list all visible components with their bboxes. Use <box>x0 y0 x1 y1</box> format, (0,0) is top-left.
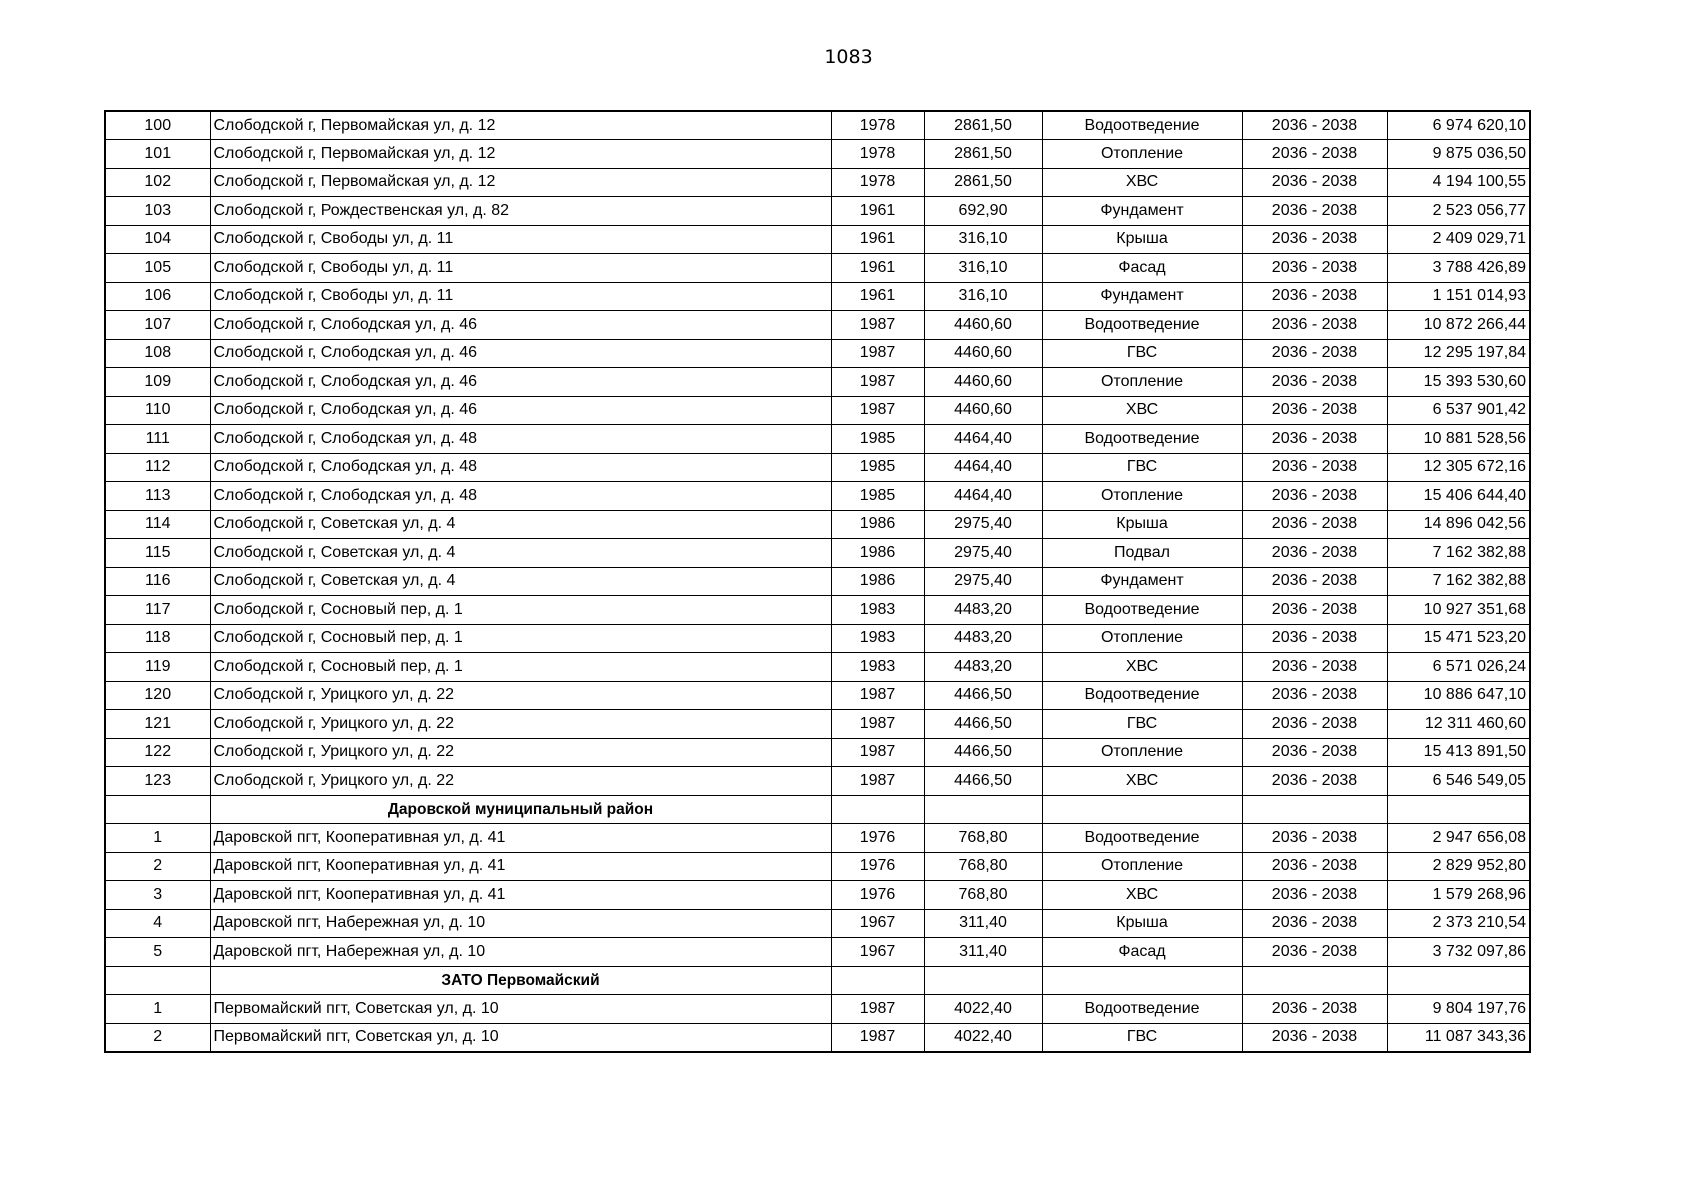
empty-cell <box>1242 966 1387 995</box>
work-type-cell: ГВС <box>1042 1023 1242 1052</box>
table-row <box>105 197 1530 226</box>
row-number: 103 <box>105 197 210 226</box>
table-row <box>105 738 1530 767</box>
year-built-cell: 1961 <box>831 254 924 283</box>
table-row <box>105 282 1530 311</box>
cost-cell: 4 194 100,55 <box>1387 168 1530 197</box>
row-number: 118 <box>105 624 210 653</box>
table-row <box>105 396 1530 425</box>
cost-cell: 2 947 656,08 <box>1387 824 1530 853</box>
year-built-cell: 1976 <box>831 852 924 881</box>
table-row <box>105 1023 1530 1052</box>
address-cell: Даровской пгт, Кооперативная ул, д. 41 <box>210 824 831 853</box>
address-cell: Слободской г, Первомайская ул, д. 12 <box>210 111 831 140</box>
year-built-cell: 1983 <box>831 596 924 625</box>
period-cell: 2036 - 2038 <box>1242 339 1387 368</box>
cost-cell: 12 295 197,84 <box>1387 339 1530 368</box>
period-cell: 2036 - 2038 <box>1242 738 1387 767</box>
period-cell: 2036 - 2038 <box>1242 995 1387 1024</box>
period-cell: 2036 - 2038 <box>1242 368 1387 397</box>
table-row <box>105 852 1530 881</box>
period-cell: 2036 - 2038 <box>1242 1023 1387 1052</box>
row-number: 115 <box>105 539 210 568</box>
table-row <box>105 681 1530 710</box>
address-cell: Первомайский пгт, Советская ул, д. 10 <box>210 995 831 1024</box>
table-row <box>105 567 1530 596</box>
work-type-cell: ХВС <box>1042 767 1242 796</box>
cost-cell: 7 162 382,88 <box>1387 539 1530 568</box>
empty-cell <box>1042 795 1242 824</box>
address-cell: Слободской г, Урицкого ул, д. 22 <box>210 738 831 767</box>
cost-cell: 15 406 644,40 <box>1387 482 1530 511</box>
period-cell: 2036 - 2038 <box>1242 824 1387 853</box>
period-cell: 2036 - 2038 <box>1242 282 1387 311</box>
page-number: 1083 <box>824 46 873 68</box>
area-cell: 316,10 <box>924 254 1042 283</box>
cost-cell: 14 896 042,56 <box>1387 510 1530 539</box>
row-number: 101 <box>105 140 210 169</box>
table-row <box>105 909 1530 938</box>
area-cell: 4466,50 <box>924 681 1042 710</box>
empty-cell <box>1042 966 1242 995</box>
area-cell: 4022,40 <box>924 1023 1042 1052</box>
work-type-cell: Отопление <box>1042 624 1242 653</box>
address-cell: Слободской г, Слободская ул, д. 48 <box>210 482 831 511</box>
area-cell: 768,80 <box>924 824 1042 853</box>
year-built-cell: 1961 <box>831 282 924 311</box>
year-built-cell: 1985 <box>831 482 924 511</box>
cost-cell: 9 875 036,50 <box>1387 140 1530 169</box>
period-cell: 2036 - 2038 <box>1242 852 1387 881</box>
work-type-cell: Отопление <box>1042 852 1242 881</box>
row-number: 106 <box>105 282 210 311</box>
period-cell: 2036 - 2038 <box>1242 453 1387 482</box>
work-type-cell: Водоотведение <box>1042 681 1242 710</box>
area-cell: 4464,40 <box>924 482 1042 511</box>
empty-cell <box>924 966 1042 995</box>
year-built-cell: 1961 <box>831 225 924 254</box>
work-type-cell: Фундамент <box>1042 567 1242 596</box>
area-cell: 768,80 <box>924 881 1042 910</box>
cost-cell: 1 151 014,93 <box>1387 282 1530 311</box>
area-cell: 316,10 <box>924 282 1042 311</box>
table-row <box>105 624 1530 653</box>
row-number: 108 <box>105 339 210 368</box>
year-built-cell: 1978 <box>831 111 924 140</box>
area-cell: 4460,60 <box>924 311 1042 340</box>
area-cell: 311,40 <box>924 909 1042 938</box>
year-built-cell: 1978 <box>831 168 924 197</box>
address-cell: Слободской г, Свободы ул, д. 11 <box>210 282 831 311</box>
cost-cell: 10 881 528,56 <box>1387 425 1530 454</box>
row-number: 102 <box>105 168 210 197</box>
table-row <box>105 254 1530 283</box>
section-title: Даровской муниципальный район <box>210 795 831 824</box>
table-row <box>105 596 1530 625</box>
work-type-cell: Отопление <box>1042 738 1242 767</box>
cost-cell: 6 546 549,05 <box>1387 767 1530 796</box>
empty-cell <box>105 795 210 824</box>
work-type-cell: Крыша <box>1042 225 1242 254</box>
work-type-cell: Водоотведение <box>1042 596 1242 625</box>
year-built-cell: 1986 <box>831 539 924 568</box>
cost-cell: 10 927 351,68 <box>1387 596 1530 625</box>
table-row <box>105 938 1530 967</box>
address-cell: Слободской г, Советская ул, д. 4 <box>210 539 831 568</box>
year-built-cell: 1987 <box>831 368 924 397</box>
area-cell: 2975,40 <box>924 567 1042 596</box>
work-type-cell: Отопление <box>1042 482 1242 511</box>
empty-cell <box>831 966 924 995</box>
table-row <box>105 653 1530 682</box>
period-cell: 2036 - 2038 <box>1242 254 1387 283</box>
year-built-cell: 1983 <box>831 624 924 653</box>
row-number: 117 <box>105 596 210 625</box>
period-cell: 2036 - 2038 <box>1242 681 1387 710</box>
work-type-cell: Фундамент <box>1042 197 1242 226</box>
area-cell: 4466,50 <box>924 767 1042 796</box>
period-cell: 2036 - 2038 <box>1242 539 1387 568</box>
year-built-cell: 1983 <box>831 653 924 682</box>
address-cell: Слободской г, Советская ул, д. 4 <box>210 510 831 539</box>
empty-cell <box>1242 795 1387 824</box>
work-type-cell: Водоотведение <box>1042 995 1242 1024</box>
area-cell: 2975,40 <box>924 510 1042 539</box>
cost-cell: 10 872 266,44 <box>1387 311 1530 340</box>
year-built-cell: 1987 <box>831 738 924 767</box>
period-cell: 2036 - 2038 <box>1242 938 1387 967</box>
area-cell: 4460,60 <box>924 368 1042 397</box>
year-built-cell: 1985 <box>831 425 924 454</box>
row-number: 2 <box>105 1023 210 1052</box>
row-number: 1 <box>105 995 210 1024</box>
table-row <box>105 339 1530 368</box>
year-built-cell: 1987 <box>831 339 924 368</box>
period-cell: 2036 - 2038 <box>1242 197 1387 226</box>
row-number: 1 <box>105 824 210 853</box>
cost-cell: 10 886 647,10 <box>1387 681 1530 710</box>
area-cell: 4464,40 <box>924 425 1042 454</box>
period-cell: 2036 - 2038 <box>1242 624 1387 653</box>
area-cell: 4466,50 <box>924 738 1042 767</box>
area-cell: 2861,50 <box>924 111 1042 140</box>
address-cell: Слободской г, Урицкого ул, д. 22 <box>210 767 831 796</box>
row-number: 120 <box>105 681 210 710</box>
address-cell: Слободской г, Слободская ул, д. 48 <box>210 425 831 454</box>
cost-cell: 12 305 672,16 <box>1387 453 1530 482</box>
row-number: 122 <box>105 738 210 767</box>
cost-cell: 15 413 891,50 <box>1387 738 1530 767</box>
work-type-cell: Крыша <box>1042 510 1242 539</box>
area-cell: 311,40 <box>924 938 1042 967</box>
repair-schedule-table <box>104 110 1531 1053</box>
year-built-cell: 1987 <box>831 995 924 1024</box>
table-row <box>105 824 1530 853</box>
period-cell: 2036 - 2038 <box>1242 396 1387 425</box>
area-cell: 4460,60 <box>924 396 1042 425</box>
address-cell: Слободской г, Сосновый пер, д. 1 <box>210 596 831 625</box>
address-cell: Слободской г, Первомайская ул, д. 12 <box>210 140 831 169</box>
cost-cell: 1 579 268,96 <box>1387 881 1530 910</box>
year-built-cell: 1985 <box>831 453 924 482</box>
row-number: 113 <box>105 482 210 511</box>
period-cell: 2036 - 2038 <box>1242 596 1387 625</box>
area-cell: 4460,60 <box>924 339 1042 368</box>
row-number: 2 <box>105 852 210 881</box>
period-cell: 2036 - 2038 <box>1242 111 1387 140</box>
year-built-cell: 1987 <box>831 710 924 739</box>
period-cell: 2036 - 2038 <box>1242 767 1387 796</box>
work-type-cell: ХВС <box>1042 396 1242 425</box>
work-type-cell: Фасад <box>1042 254 1242 283</box>
table-row <box>105 311 1530 340</box>
empty-cell <box>1387 795 1530 824</box>
cost-cell: 12 311 460,60 <box>1387 710 1530 739</box>
cost-cell: 3 788 426,89 <box>1387 254 1530 283</box>
row-number: 105 <box>105 254 210 283</box>
row-number: 4 <box>105 909 210 938</box>
year-built-cell: 1987 <box>831 311 924 340</box>
period-cell: 2036 - 2038 <box>1242 710 1387 739</box>
row-number: 121 <box>105 710 210 739</box>
area-cell: 4464,40 <box>924 453 1042 482</box>
row-number: 109 <box>105 368 210 397</box>
address-cell: Слободской г, Свободы ул, д. 11 <box>210 225 831 254</box>
area-cell: 4483,20 <box>924 596 1042 625</box>
cost-cell: 15 393 530,60 <box>1387 368 1530 397</box>
area-cell: 316,10 <box>924 225 1042 254</box>
address-cell: Даровской пгт, Набережная ул, д. 10 <box>210 938 831 967</box>
empty-cell <box>924 795 1042 824</box>
table-row <box>105 710 1530 739</box>
row-number: 104 <box>105 225 210 254</box>
area-cell: 692,90 <box>924 197 1042 226</box>
work-type-cell: ГВС <box>1042 453 1242 482</box>
work-type-cell: ХВС <box>1042 168 1242 197</box>
cost-cell: 6 571 026,24 <box>1387 653 1530 682</box>
cost-cell: 6 537 901,42 <box>1387 396 1530 425</box>
table-row <box>105 453 1530 482</box>
table-row <box>105 225 1530 254</box>
area-cell: 2861,50 <box>924 140 1042 169</box>
row-number: 116 <box>105 567 210 596</box>
table-body <box>105 111 1530 1052</box>
period-cell: 2036 - 2038 <box>1242 482 1387 511</box>
address-cell: Первомайский пгт, Советская ул, д. 10 <box>210 1023 831 1052</box>
work-type-cell: Отопление <box>1042 368 1242 397</box>
year-built-cell: 1967 <box>831 909 924 938</box>
work-type-cell: Водоотведение <box>1042 111 1242 140</box>
cost-cell: 7 162 382,88 <box>1387 567 1530 596</box>
period-cell: 2036 - 2038 <box>1242 140 1387 169</box>
address-cell: Даровской пгт, Кооперативная ул, д. 41 <box>210 881 831 910</box>
year-built-cell: 1987 <box>831 1023 924 1052</box>
table-row <box>105 767 1530 796</box>
cost-cell: 2 373 210,54 <box>1387 909 1530 938</box>
table-row <box>105 539 1530 568</box>
area-cell: 4022,40 <box>924 995 1042 1024</box>
cost-cell: 2 829 952,80 <box>1387 852 1530 881</box>
address-cell: Слободской г, Слободская ул, д. 46 <box>210 368 831 397</box>
work-type-cell: ГВС <box>1042 339 1242 368</box>
row-number: 5 <box>105 938 210 967</box>
row-number: 107 <box>105 311 210 340</box>
address-cell: Слободской г, Слободская ул, д. 48 <box>210 453 831 482</box>
section-header-row <box>105 795 1530 824</box>
row-number: 112 <box>105 453 210 482</box>
year-built-cell: 1967 <box>831 938 924 967</box>
area-cell: 4466,50 <box>924 710 1042 739</box>
empty-cell <box>1387 966 1530 995</box>
row-number: 3 <box>105 881 210 910</box>
cost-cell: 2 409 029,71 <box>1387 225 1530 254</box>
address-cell: Слободской г, Урицкого ул, д. 22 <box>210 710 831 739</box>
year-built-cell: 1961 <box>831 197 924 226</box>
work-type-cell: Отопление <box>1042 140 1242 169</box>
work-type-cell: ГВС <box>1042 710 1242 739</box>
period-cell: 2036 - 2038 <box>1242 881 1387 910</box>
section-title: ЗАТО Первомайский <box>210 966 831 995</box>
area-cell: 4483,20 <box>924 624 1042 653</box>
address-cell: Слободской г, Свободы ул, д. 11 <box>210 254 831 283</box>
period-cell: 2036 - 2038 <box>1242 425 1387 454</box>
year-built-cell: 1987 <box>831 396 924 425</box>
row-number: 111 <box>105 425 210 454</box>
work-type-cell: Крыша <box>1042 909 1242 938</box>
table-row <box>105 482 1530 511</box>
period-cell: 2036 - 2038 <box>1242 909 1387 938</box>
table-row <box>105 425 1530 454</box>
work-type-cell: Фасад <box>1042 938 1242 967</box>
address-cell: Слободской г, Слободская ул, д. 46 <box>210 396 831 425</box>
cost-cell: 15 471 523,20 <box>1387 624 1530 653</box>
period-cell: 2036 - 2038 <box>1242 311 1387 340</box>
period-cell: 2036 - 2038 <box>1242 168 1387 197</box>
cost-cell: 6 974 620,10 <box>1387 111 1530 140</box>
work-type-cell: Подвал <box>1042 539 1242 568</box>
year-built-cell: 1986 <box>831 567 924 596</box>
row-number: 110 <box>105 396 210 425</box>
address-cell: Слободской г, Сосновый пер, д. 1 <box>210 624 831 653</box>
period-cell: 2036 - 2038 <box>1242 567 1387 596</box>
row-number: 123 <box>105 767 210 796</box>
cost-cell: 2 523 056,77 <box>1387 197 1530 226</box>
area-cell: 2861,50 <box>924 168 1042 197</box>
table-row <box>105 510 1530 539</box>
section-header-row <box>105 966 1530 995</box>
table-row <box>105 168 1530 197</box>
area-cell: 768,80 <box>924 852 1042 881</box>
table-row <box>105 995 1530 1024</box>
year-built-cell: 1986 <box>831 510 924 539</box>
address-cell: Слободской г, Советская ул, д. 4 <box>210 567 831 596</box>
empty-cell <box>831 795 924 824</box>
area-cell: 2975,40 <box>924 539 1042 568</box>
area-cell: 4483,20 <box>924 653 1042 682</box>
work-type-cell: ХВС <box>1042 881 1242 910</box>
address-cell: Слободской г, Первомайская ул, д. 12 <box>210 168 831 197</box>
table-row <box>105 881 1530 910</box>
row-number: 119 <box>105 653 210 682</box>
cost-cell: 3 732 097,86 <box>1387 938 1530 967</box>
row-number: 100 <box>105 111 210 140</box>
work-type-cell: Водоотведение <box>1042 311 1242 340</box>
address-cell: Даровской пгт, Набережная ул, д. 10 <box>210 909 831 938</box>
period-cell: 2036 - 2038 <box>1242 510 1387 539</box>
work-type-cell: ХВС <box>1042 653 1242 682</box>
year-built-cell: 1987 <box>831 681 924 710</box>
address-cell: Слободской г, Слободская ул, д. 46 <box>210 311 831 340</box>
table-row <box>105 140 1530 169</box>
cost-cell: 9 804 197,76 <box>1387 995 1530 1024</box>
period-cell: 2036 - 2038 <box>1242 225 1387 254</box>
year-built-cell: 1978 <box>831 140 924 169</box>
work-type-cell: Фундамент <box>1042 282 1242 311</box>
work-type-cell: Водоотведение <box>1042 824 1242 853</box>
work-type-cell: Водоотведение <box>1042 425 1242 454</box>
address-cell: Слободской г, Слободская ул, д. 46 <box>210 339 831 368</box>
row-number: 114 <box>105 510 210 539</box>
address-cell: Слободской г, Рождественская ул, д. 82 <box>210 197 831 226</box>
table-row <box>105 368 1530 397</box>
table-row <box>105 111 1530 140</box>
cost-cell: 11 087 343,36 <box>1387 1023 1530 1052</box>
address-cell: Слободской г, Сосновый пер, д. 1 <box>210 653 831 682</box>
address-cell: Слободской г, Урицкого ул, д. 22 <box>210 681 831 710</box>
period-cell: 2036 - 2038 <box>1242 653 1387 682</box>
year-built-cell: 1987 <box>831 767 924 796</box>
empty-cell <box>105 966 210 995</box>
year-built-cell: 1976 <box>831 824 924 853</box>
address-cell: Даровской пгт, Кооперативная ул, д. 41 <box>210 852 831 881</box>
year-built-cell: 1976 <box>831 881 924 910</box>
